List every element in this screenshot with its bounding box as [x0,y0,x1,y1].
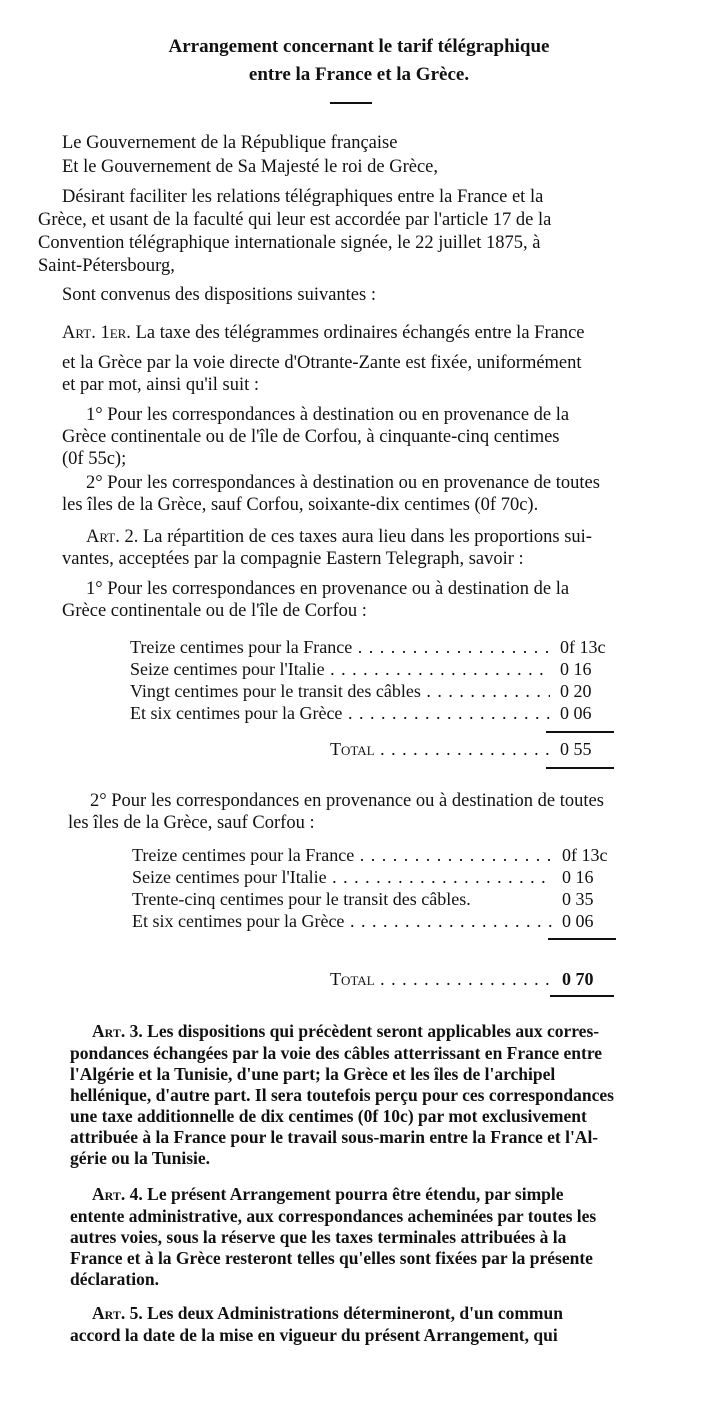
article-1-item-1-line: Grèce continentale ou de l'île de Corfou, à cinquante-cinq centimes [62,427,560,447]
table-row-value: 0f 13c [562,845,608,865]
article-1-item-1-line: 1° Pour les correspondances à destination ou en provenance de la [86,405,570,425]
preamble-line: Grèce, et usant de la faculté qui leur est accordée par l'article 17 de la [38,210,552,230]
article-5-first-line [92,1302,563,1324]
article-4-line: déclaration. [70,1269,159,1289]
document-title-line-1: Arrangement concernant le tarif télégraphique [168,36,550,57]
table-row-value: 0 16 [560,659,592,679]
table-row-label: Treize centimes pour la France . . . [132,844,552,866]
table-row-label: Trente-cinq centimes pour le transit des câbles. [132,889,471,909]
article-1-line: et par mot, ainsi qu'il suit : [62,375,260,395]
article-4-first-line [92,1183,564,1205]
article-4-label: Art. 4. [92,1184,143,1204]
title-rule [330,102,372,104]
preamble-line: Convention télégraphique internationale signée, le 22 juillet 1875, à [38,233,541,253]
article-3-label: Art. 3. [92,1021,143,1041]
table-row-value: 0f 13c [560,637,606,657]
table-row-value: 0 16 [562,867,594,887]
article-4-text: Le présent Arrangement pourra être étendu, par simple [147,1184,564,1204]
article-5-label: Art. 5. [92,1303,143,1323]
total-label: Total . . . [330,738,550,760]
article-2-first-line [86,526,592,548]
article-1-item-2-line: 2° Pour les correspondances à destination ou en provenance de toutes [86,473,600,493]
article-2-item-1-line: Grèce continentale ou de l'île de Corfou : [62,601,367,621]
table-row-label: Et six centimes pour la Grèce . . . [132,910,552,932]
table-row-label: Treize centimes pour la France . . . [130,636,550,658]
article-4-line: entente administrative, aux correspondances acheminées par toutes les [70,1206,597,1226]
table-row-label: Seize centimes pour l'Italie . . . [130,658,550,680]
preamble-line: Sont convenus des dispositions suivantes : [62,285,376,305]
preamble-line: Le Gouvernement de la République française [62,133,398,153]
article-1-first-line [62,322,585,344]
article-2-text: La répartition de ces taxes aura lieu dans les proportions sui- [142,527,592,547]
table-1-sum-rule [546,731,614,733]
article-1-text: La taxe des télégrammes ordinaires échangés entre la France [135,323,585,343]
table-row-value: 0 06 [560,703,592,723]
article-1-item-1-line: (0f 55c); [62,449,127,469]
total-value: 0 70 [562,969,594,989]
article-3-line: pondances échangées par la voie des câbles atterrissant en France entre [70,1043,603,1063]
article-3-line: hellénique, d'autre part. Il sera toutefois perçu pour ces correspondances [70,1085,614,1105]
preamble-line: Saint-Pétersbourg, [38,256,175,276]
table-row-label: Vingt centimes pour le transit des câbles . . . [130,680,550,702]
table-2-total-underline [550,995,614,997]
table-row-value: 0 20 [560,681,592,701]
article-1-item-2-line: les îles de la Grèce, sauf Corfou, soixante-dix centimes (0f 70c). [62,495,539,515]
article-2-item-2-line: 2° Pour les correspondances en provenance ou à destination de toutes [90,791,604,811]
article-2-item-2-line: les îles de la Grèce, sauf Corfou : [68,813,315,833]
table-row-value: 0 06 [562,911,594,931]
article-3-first-line [92,1020,599,1042]
table-row-label: Seize centimes pour l'Italie . . . [132,866,552,888]
article-2-line: vantes, acceptées par la compagnie Eastern Telegraph, savoir : [62,549,524,569]
article-5-line: accord la date de la mise en vigueur du présent Arrangement, qui [70,1325,558,1345]
table-row-value: 0 35 [562,889,594,909]
total-label: Total . . . [330,968,552,990]
article-3-line: l'Algérie et la Tunisie, d'une part; la Grèce et les îles de l'archipel [70,1064,556,1084]
article-1-label: Art. 1er. [62,323,131,343]
document-title-line-2: entre la France et la Grèce. [248,64,470,85]
article-2-item-1-line: 1° Pour les correspondances en provenance ou à destination de la [86,579,570,599]
table-2-sum-rule [548,938,616,940]
article-3-line: une taxe additionnelle de dix centimes (0f 10c) par mot exclusivement [70,1106,587,1126]
article-3-text: Les dispositions qui précèdent seront applicables aux corres- [147,1021,600,1041]
article-4-line: autres voies, sous la réserve que les taxes terminales attribuées à la [70,1227,567,1247]
preamble-line: Et le Gouvernement de Sa Majesté le roi de Grèce, [62,157,439,177]
preamble-line: Désirant faciliter les relations télégraphiques entre la France et la [62,187,544,207]
table-row-label: Et six centimes pour la Grèce . . . [130,702,550,724]
article-3-line: gérie ou la Tunisie. [70,1148,211,1168]
table-1-total-underline [546,767,614,769]
total-value: 0 55 [560,739,592,759]
article-1-line: et la Grèce par la voie directe d'Otrante-Zante est fixée, uniformément [62,353,582,373]
article-4-line: France et à la Grèce resteront telles qu'elles sont fixées par la présente [70,1248,593,1268]
article-3-line: attribuée à la France pour le travail sous-marin entre la France et l'Al- [70,1127,599,1147]
article-5-text: Les deux Administrations détermineront, d'un commun [147,1303,563,1323]
article-2-label: Art. 2. [86,527,139,547]
